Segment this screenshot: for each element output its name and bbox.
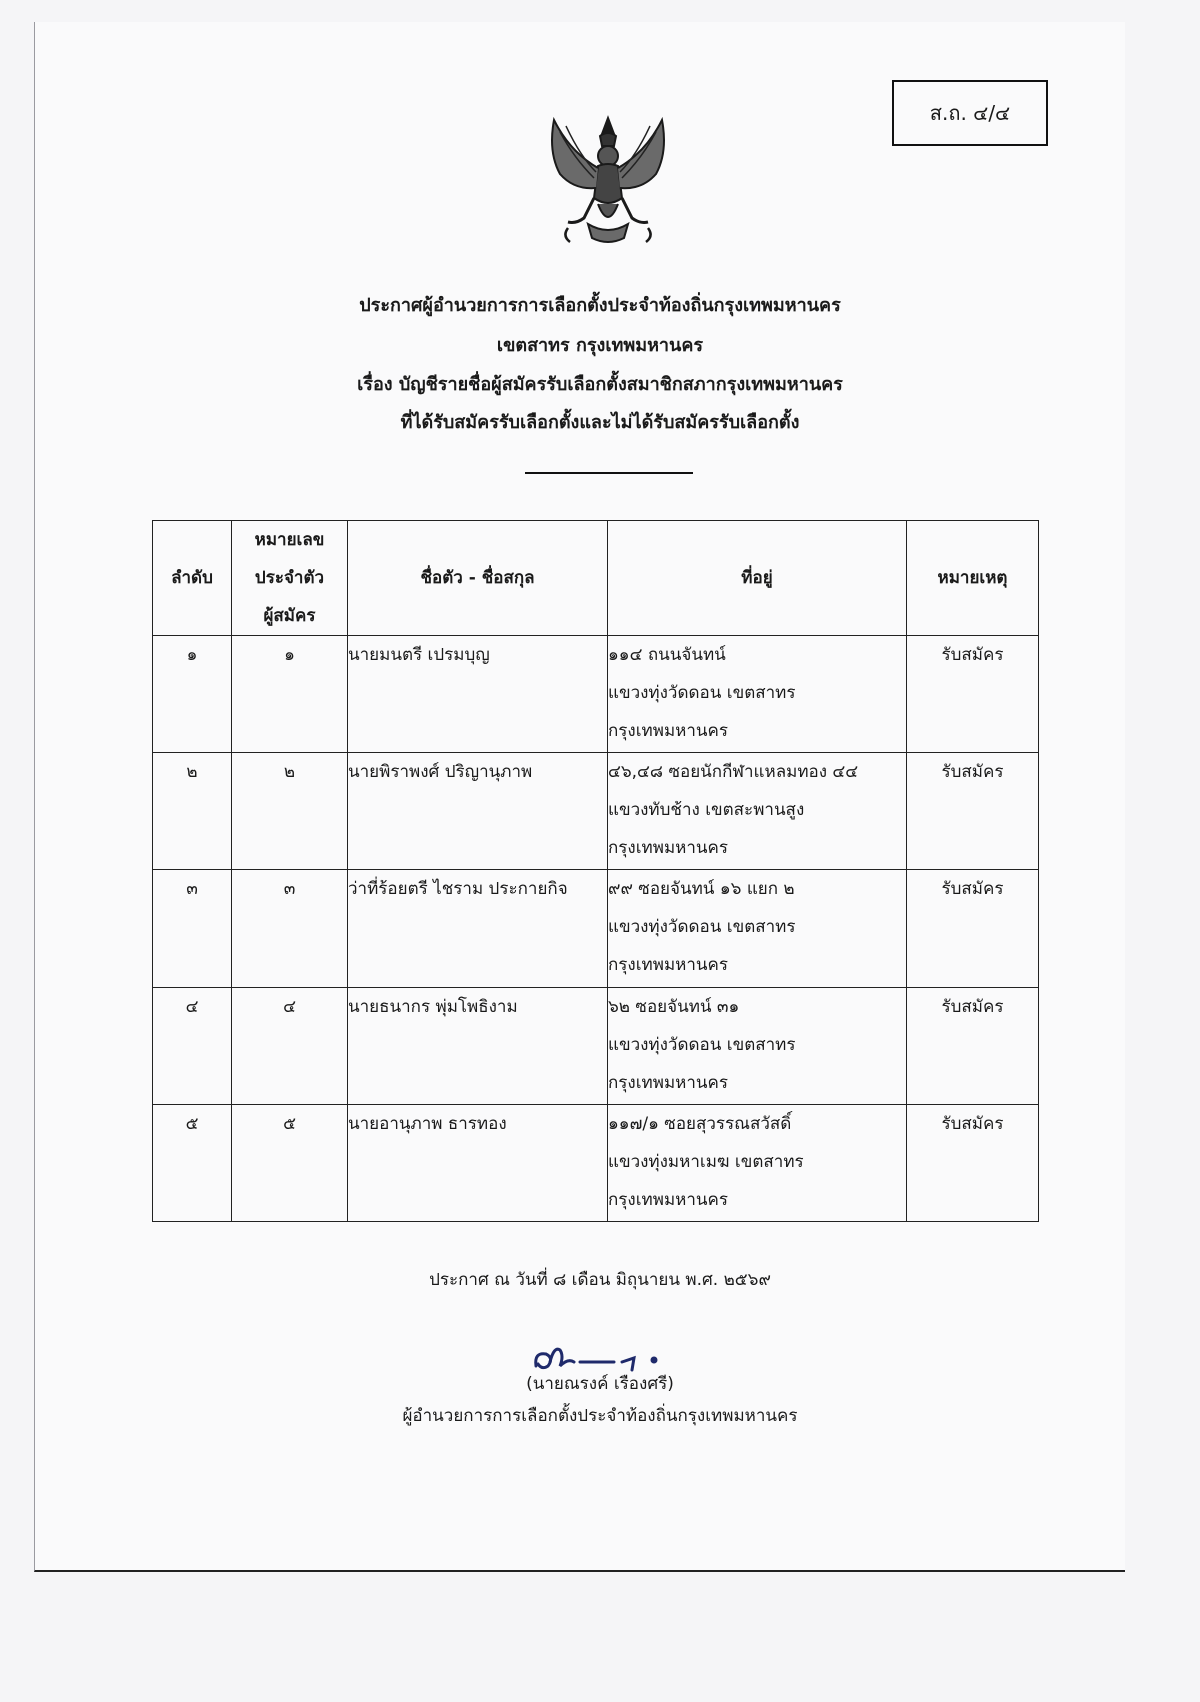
- table-row: [153, 636, 1039, 753]
- candidate-table: [152, 520, 1039, 1222]
- address-line: กรุงเทพมหานคร: [608, 721, 729, 741]
- form-code: ส.ถ. ๔/๔: [929, 101, 1011, 125]
- address-line: ๑๑๗/๑ ซอยสุวรรณสวัสดิ์: [608, 1113, 792, 1134]
- table-row: [153, 987, 1039, 1104]
- cell-address: [608, 753, 907, 870]
- heading-line-4: ที่ได้รับสมัครรับเลือกตั้งและไม่ได้รับสมัครรับเลือกตั้ง: [400, 412, 800, 433]
- cell-order: ๑: [153, 636, 232, 753]
- address-line: กรุงเทพมหานคร: [608, 955, 729, 976]
- table-row: [153, 870, 1039, 987]
- cell-remark: รับสมัคร: [907, 870, 1039, 987]
- address-line: แขวงทุ่งวัดดอน เขตสาทร: [608, 1034, 796, 1055]
- address-line: ๙๙ ซอยจันทน์ ๑๖ แยก ๒: [608, 879, 795, 900]
- address-line: ๔๖,๔๘ ซอยนักกีฬาแหลมทอง ๔๔: [608, 762, 859, 783]
- cell-address: [608, 1104, 907, 1221]
- address-line: กรุงเทพมหานคร: [608, 1072, 729, 1093]
- cell-address: [608, 870, 907, 987]
- column-header-address: ที่อยู่: [608, 521, 907, 636]
- column-header-number-line: ประจำตัว: [254, 568, 325, 588]
- column-header-remark: หมายเหตุ: [907, 521, 1039, 636]
- cell-name: นายธนากร พุ่มโพธิงาม: [348, 987, 608, 1104]
- cell-number: ๒: [232, 753, 348, 870]
- divider: [525, 472, 693, 474]
- cell-address: [608, 636, 907, 753]
- cell-name: นายพิราพงศ์ ปริญานุภาพ: [348, 753, 608, 870]
- table-header-row: [153, 521, 1039, 636]
- cell-remark: รับสมัคร: [907, 1104, 1039, 1221]
- address-line: แขวงทุ่งมหาเมฆ เขตสาทร: [608, 1151, 804, 1172]
- announcement-date: ประกาศ ณ วันที่ ๘ เดือน มิถุนายน พ.ศ. ๒๕๖๙: [429, 1270, 771, 1290]
- address-line: กรุงเทพมหานคร: [608, 838, 729, 859]
- column-header-number-line: หมายเลข: [254, 530, 325, 550]
- address-line: ๖๒ ซอยจันทน์ ๓๑: [608, 996, 740, 1017]
- cell-order: ๕: [153, 1104, 232, 1221]
- column-header-number: [232, 521, 348, 636]
- column-header-name: ชื่อตัว - ชื่อสกุล: [348, 521, 608, 636]
- column-header-number-line: ผู้สมัคร: [263, 606, 316, 626]
- address-line: แขวงทุ่งวัดดอน เขตสาทร: [608, 683, 796, 703]
- cell-name: นายมนตรี เปรมบุญ: [348, 636, 608, 753]
- cell-number: ๓: [232, 870, 348, 987]
- garuda-emblem-icon: [540, 112, 676, 252]
- heading-line-1: ประกาศผู้อำนวยการการเลือกตั้งประจำท้องถิ่นกรุงเทพมหานคร: [359, 295, 841, 316]
- heading-subject: เรื่อง บัญชีรายชื่อผู้สมัครรับเลือกตั้งสมาชิกสภากรุงเทพมหานคร: [357, 374, 843, 395]
- table-row: [153, 1104, 1039, 1221]
- cell-order: ๓: [153, 870, 232, 987]
- signer-title: ผู้อำนวยการการเลือกตั้งประจำท้องถิ่นกรุงเทพมหานคร: [402, 1406, 798, 1426]
- form-code-box: [892, 80, 1048, 146]
- cell-remark: รับสมัคร: [907, 636, 1039, 753]
- cell-order: ๒: [153, 753, 232, 870]
- cell-order: ๔: [153, 987, 232, 1104]
- signer-name: (นายณรงค์ เรืองศรี): [526, 1374, 674, 1394]
- cell-number: ๔: [232, 987, 348, 1104]
- cell-remark: รับสมัคร: [907, 987, 1039, 1104]
- heading-line-2: เขตสาทร กรุงเทพมหานคร: [496, 335, 704, 356]
- table-row: [153, 753, 1039, 870]
- address-line: กรุงเทพมหานคร: [608, 1189, 729, 1210]
- cell-address: [608, 987, 907, 1104]
- cell-number: ๕: [232, 1104, 348, 1221]
- cell-remark: รับสมัคร: [907, 753, 1039, 870]
- cell-name: นายอานุภาพ ธารทอง: [348, 1104, 608, 1221]
- address-line: แขวงทุ่งวัดดอน เขตสาทร: [608, 917, 796, 938]
- cell-number: ๑: [232, 636, 348, 753]
- cell-name: ว่าที่ร้อยตรี ไชราม ประกายกิจ: [348, 870, 608, 987]
- address-line: แขวงทับช้าง เขตสะพานสูง: [608, 800, 805, 821]
- address-line: ๑๑๔ ถนนจันทน์: [608, 645, 726, 665]
- column-header-order: ลำดับ: [153, 521, 232, 636]
